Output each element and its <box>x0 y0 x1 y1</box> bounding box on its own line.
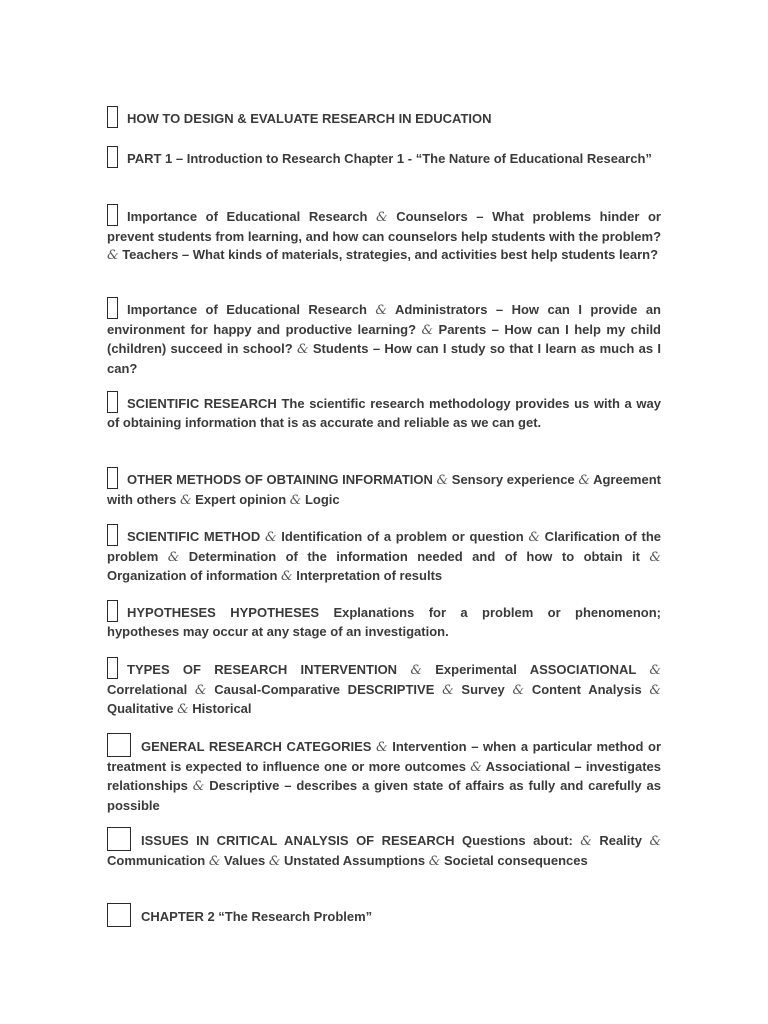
bullet-ampersand-icon: & <box>649 549 661 565</box>
bullet-ampersand-icon: & <box>375 303 387 318</box>
paragraph-text: GENERAL RESEARCH CATEGORIES & Intervention – when a particular method or treatment is expected to influence one or more outcomes & Associational – investigates relationships & Descriptive – describes a given state of affairs as fully and carefully as possible <box>107 739 662 813</box>
paragraph-text: ISSUES IN CRITICAL ANALYSIS OF RESEARCH Questions about: & Reality & Communication & Values & Unstated Assumptions & Societal consequences <box>107 833 662 869</box>
bullet-ampersand-icon: & <box>578 473 590 488</box>
bullet-ampersand-icon: & <box>281 569 293 585</box>
missing-glyph-box-icon <box>107 903 131 927</box>
paragraph-text: HOW TO DESIGN & EVALUATE RESEARCH IN EDUCATION <box>127 111 492 126</box>
document-paragraph <box>107 827 661 871</box>
bullet-ampersand-icon: & <box>649 682 661 698</box>
missing-glyph-box-icon <box>107 733 131 757</box>
paragraph-text: Importance of Educational Research & Administrators – How can I provide an environment for happy and productive learning? & Parents – How can I help my child (children) succeed in school? & Students – How can I study so that I learn as much as I can? <box>107 302 662 376</box>
bullet-ampersand-icon: & <box>376 210 388 225</box>
bullet-ampersand-icon: & <box>289 492 302 508</box>
missing-glyph-box-icon <box>107 600 118 622</box>
bullet-ampersand-icon: & <box>167 549 180 565</box>
bullet-ampersand-icon: & <box>268 853 281 869</box>
paragraph-text: PART 1 – Introduction to Research Chapter 1 - “The Nature of Educational Research” <box>127 151 652 166</box>
document-paragraph <box>107 903 661 927</box>
bullet-ampersand-icon: & <box>192 779 205 795</box>
bullet-ampersand-icon: & <box>177 702 189 718</box>
paragraph-text: SCIENTIFIC METHOD & Identification of a problem or question & Clarification of the problem & Determination of the information needed and of how to obtain it & Organization of information & Interpretation of results <box>107 529 661 585</box>
bullet-ampersand-icon: & <box>179 492 192 508</box>
bullet-ampersand-icon: & <box>580 834 592 849</box>
bullet-ampersand-icon: & <box>107 248 119 264</box>
bullet-ampersand-icon: & <box>649 834 662 849</box>
bullet-ampersand-icon: & <box>421 322 434 338</box>
bullet-ampersand-icon: & <box>528 530 540 545</box>
bullet-ampersand-icon: & <box>264 530 277 545</box>
bullet-ampersand-icon: & <box>442 682 454 698</box>
bullet-ampersand-icon: & <box>470 759 482 775</box>
bullet-ampersand-icon: & <box>410 663 422 678</box>
bullet-ampersand-icon: & <box>428 853 441 869</box>
paragraph-text: Importance of Educational Research & Counselors – What problems hinder or prevent students from learning, and how can counselors help students with the problem? & Teachers – What kinds of materials, strategies, and activities best help students learn? <box>107 209 662 264</box>
document-paragraph <box>107 733 661 815</box>
missing-glyph-box-icon <box>107 106 118 128</box>
document-paragraph <box>107 524 661 587</box>
missing-glyph-box-icon <box>107 297 118 319</box>
bullet-ampersand-icon: & <box>512 682 525 698</box>
document-paragraph <box>107 657 661 720</box>
paragraph-text: TYPES OF RESEARCH INTERVENTION & Experimental ASSOCIATIONAL & Correlational & Causal-Comparative DESCRIPTIVE & Survey & Content Analysis & Qualitative & Historical <box>107 662 661 718</box>
missing-glyph-box-icon <box>107 391 118 413</box>
document-paragraph <box>107 391 661 432</box>
document-paragraph <box>107 600 661 641</box>
bullet-ampersand-icon: & <box>194 682 207 698</box>
missing-glyph-box-icon <box>107 524 118 546</box>
document-paragraph <box>107 297 661 378</box>
document-paragraph <box>107 204 661 266</box>
missing-glyph-box-icon <box>107 467 118 489</box>
missing-glyph-box-icon <box>107 657 118 679</box>
missing-glyph-box-icon <box>107 146 118 168</box>
bullet-ampersand-icon: & <box>376 740 388 755</box>
paragraph-text: CHAPTER 2 “The Research Problem” <box>141 909 373 924</box>
paragraph-text: SCIENTIFIC RESEARCH The scientific research methodology provides us with a way of obtaining information that is as accurate and reliable as we can get. <box>107 396 661 430</box>
paragraph-text: OTHER METHODS OF OBTAINING INFORMATION & Sensory experience & Agreement with others & Expert opinion & Logic <box>107 472 661 508</box>
bullet-ampersand-icon: & <box>296 342 309 358</box>
missing-glyph-box-icon <box>107 827 131 851</box>
document-paragraph <box>107 106 661 129</box>
paragraph-text: HYPOTHESES HYPOTHESES Explanations for a problem or phenomenon; hypotheses may occur at any stage of an investigation. <box>107 605 661 639</box>
document-paragraph <box>107 146 661 169</box>
bullet-ampersand-icon: & <box>649 663 661 678</box>
document-paragraph <box>107 467 661 510</box>
bullet-ampersand-icon: & <box>208 853 221 869</box>
bullet-ampersand-icon: & <box>436 473 449 488</box>
missing-glyph-box-icon <box>107 204 118 226</box>
